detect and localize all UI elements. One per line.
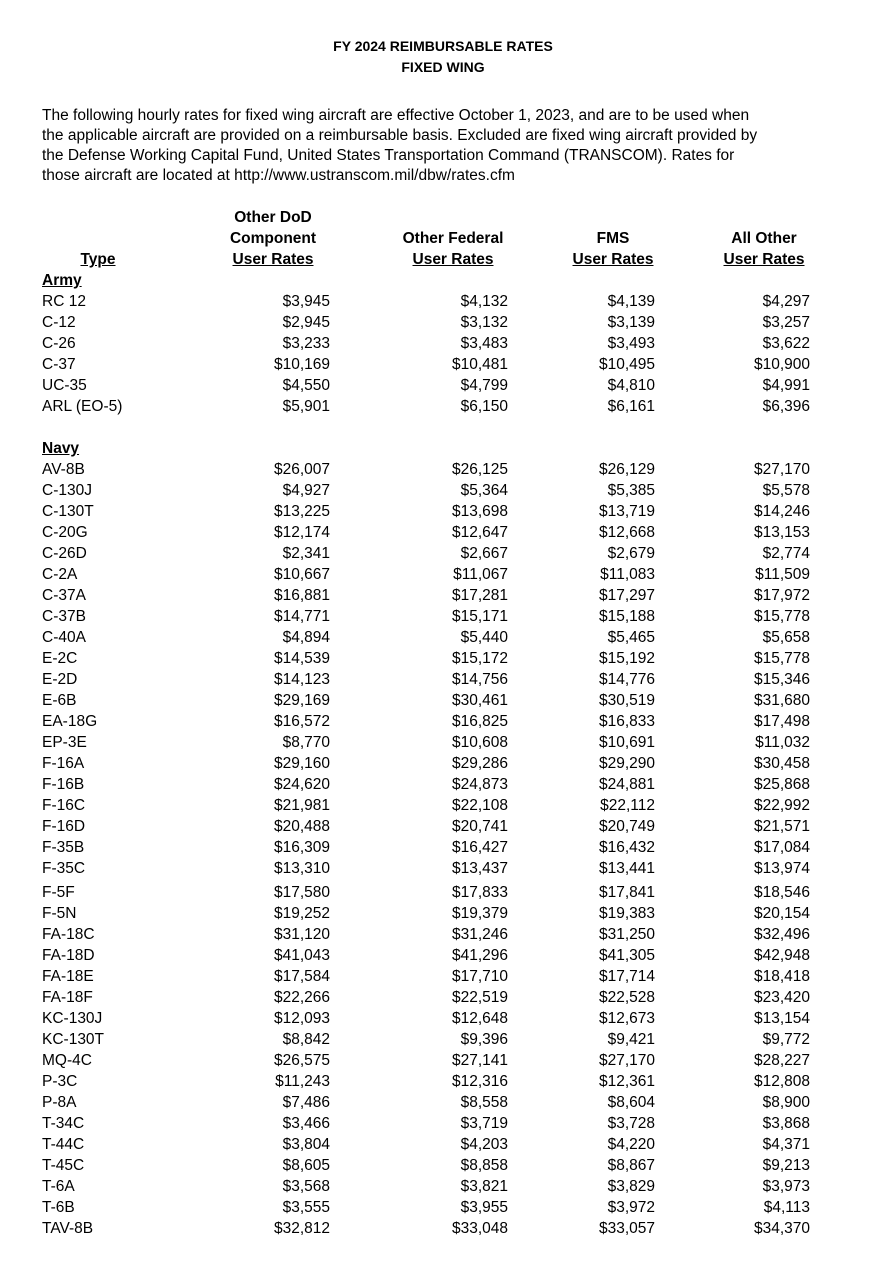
cell-fms-rate: $3,972 bbox=[607, 1199, 655, 1216]
cell-federal-rate: $26,125 bbox=[451, 461, 508, 478]
cell-federal-rate: $11,067 bbox=[453, 566, 508, 583]
cell-all-other-rate: $4,991 bbox=[762, 377, 810, 394]
cell-federal-rate: $16,825 bbox=[451, 713, 508, 730]
cell-fms-rate: $24,881 bbox=[598, 776, 655, 793]
intro-line: the applicable aircraft are provided on a reimbursable basis. Excluded are fixed wing aircraft provided by bbox=[42, 127, 758, 144]
cell-all-other-rate: $32,496 bbox=[753, 926, 810, 943]
cell-all-other-rate: $5,658 bbox=[762, 629, 810, 646]
cell-fms-rate: $12,668 bbox=[598, 524, 655, 541]
cell-dod-rate: $41,043 bbox=[273, 947, 330, 964]
cell-dod-rate: $3,466 bbox=[282, 1115, 330, 1132]
cell-all-other-rate: $14,246 bbox=[753, 503, 810, 520]
cell-all-other-rate: $8,900 bbox=[762, 1094, 810, 1111]
header-fms-line2: User Rates bbox=[572, 251, 654, 268]
table-row bbox=[0, 753, 886, 774]
cell-type: UC-35 bbox=[42, 377, 87, 394]
cell-federal-rate: $12,647 bbox=[451, 524, 508, 541]
section-label: Navy bbox=[42, 440, 80, 457]
cell-federal-rate: $13,437 bbox=[451, 860, 508, 877]
cell-all-other-rate: $13,974 bbox=[753, 860, 810, 877]
cell-dod-rate: $3,233 bbox=[282, 335, 330, 352]
header-dod-line1: Other DoD bbox=[234, 209, 312, 226]
cell-federal-rate: $4,799 bbox=[460, 377, 508, 394]
cell-fms-rate: $15,192 bbox=[598, 650, 655, 667]
cell-federal-rate: $4,203 bbox=[460, 1136, 508, 1153]
cell-federal-rate: $41,296 bbox=[451, 947, 508, 964]
cell-dod-rate: $3,945 bbox=[282, 293, 330, 310]
cell-fms-rate: $13,719 bbox=[598, 503, 655, 520]
cell-all-other-rate: $5,578 bbox=[762, 482, 810, 499]
cell-federal-rate: $5,364 bbox=[460, 482, 508, 499]
cell-all-other-rate: $34,370 bbox=[753, 1220, 810, 1237]
cell-federal-rate: $12,648 bbox=[451, 1010, 508, 1027]
table-row bbox=[0, 690, 886, 711]
cell-dod-rate: $4,894 bbox=[282, 629, 330, 646]
cell-federal-rate: $17,833 bbox=[451, 884, 508, 901]
column-header-federal bbox=[378, 228, 528, 270]
intro-line: those aircraft are located at http://www.ustranscom.mil/dbw/rates.cfm bbox=[42, 167, 515, 184]
table-row bbox=[0, 606, 886, 627]
table-row bbox=[0, 501, 886, 522]
cell-dod-rate: $26,007 bbox=[273, 461, 330, 478]
cell-type: F-16A bbox=[42, 755, 85, 772]
cell-all-other-rate: $4,113 bbox=[763, 1199, 810, 1216]
cell-federal-rate: $3,955 bbox=[460, 1199, 508, 1216]
cell-type: MQ-4C bbox=[42, 1052, 92, 1069]
cell-fms-rate: $14,776 bbox=[598, 671, 655, 688]
cell-dod-rate: $4,550 bbox=[282, 377, 330, 394]
cell-all-other-rate: $27,170 bbox=[753, 461, 810, 478]
table-row bbox=[0, 924, 886, 945]
cell-dod-rate: $14,771 bbox=[273, 608, 330, 625]
cell-type: TAV-8B bbox=[42, 1220, 94, 1237]
cell-federal-rate: $3,483 bbox=[460, 335, 508, 352]
cell-dod-rate: $7,486 bbox=[282, 1094, 330, 1111]
header-fed-line2: User Rates bbox=[412, 251, 494, 268]
cell-dod-rate: $21,981 bbox=[273, 797, 330, 814]
cell-type: T-6A bbox=[42, 1178, 75, 1195]
cell-fms-rate: $2,679 bbox=[607, 545, 655, 562]
cell-type: F-35B bbox=[42, 839, 85, 856]
cell-dod-rate: $3,804 bbox=[282, 1136, 330, 1153]
cell-dod-rate: $26,575 bbox=[273, 1052, 330, 1069]
cell-fms-rate: $27,170 bbox=[598, 1052, 655, 1069]
cell-all-other-rate: $18,418 bbox=[753, 968, 810, 985]
cell-type: T-45C bbox=[42, 1157, 85, 1174]
cell-type: C-37 bbox=[42, 356, 76, 373]
cell-dod-rate: $22,266 bbox=[273, 989, 330, 1006]
table-row bbox=[0, 816, 886, 837]
cell-fms-rate: $6,161 bbox=[607, 398, 655, 415]
cell-type: F-16B bbox=[42, 776, 85, 793]
cell-dod-rate: $32,812 bbox=[273, 1220, 330, 1237]
cell-dod-rate: $16,572 bbox=[273, 713, 330, 730]
cell-all-other-rate: $17,972 bbox=[753, 587, 810, 604]
cell-type: FA-18C bbox=[42, 926, 95, 943]
cell-all-other-rate: $15,346 bbox=[753, 671, 810, 688]
table-row bbox=[0, 987, 886, 1008]
cell-fms-rate: $10,495 bbox=[598, 356, 655, 373]
cell-all-other-rate: $4,297 bbox=[762, 293, 810, 310]
cell-dod-rate: $5,901 bbox=[282, 398, 330, 415]
cell-type: C-26 bbox=[42, 335, 76, 352]
cell-type: C-26D bbox=[42, 545, 87, 562]
table-row bbox=[0, 1176, 886, 1197]
cell-dod-rate: $29,169 bbox=[273, 692, 330, 709]
cell-dod-rate: $11,243 bbox=[275, 1073, 330, 1090]
table-row bbox=[0, 1050, 886, 1071]
cell-federal-rate: $10,608 bbox=[451, 734, 508, 751]
cell-federal-rate: $14,756 bbox=[451, 671, 508, 688]
cell-federal-rate: $22,108 bbox=[451, 797, 508, 814]
cell-type: C-130J bbox=[42, 482, 92, 499]
header-other-line2: User Rates bbox=[723, 251, 805, 268]
cell-type: E-2C bbox=[42, 650, 78, 667]
cell-dod-rate: $17,580 bbox=[273, 884, 330, 901]
cell-federal-rate: $4,132 bbox=[460, 293, 508, 310]
column-header-dod bbox=[200, 207, 346, 270]
table-row bbox=[0, 396, 886, 417]
cell-fms-rate: $31,250 bbox=[598, 926, 655, 943]
table-row bbox=[0, 585, 886, 606]
cell-type: E-2D bbox=[42, 671, 78, 688]
table-row bbox=[0, 522, 886, 543]
cell-fms-rate: $29,290 bbox=[598, 755, 655, 772]
cell-all-other-rate: $4,371 bbox=[762, 1136, 810, 1153]
table-row bbox=[0, 945, 886, 966]
cell-federal-rate: $17,281 bbox=[451, 587, 508, 604]
column-header-fms bbox=[548, 228, 678, 270]
cell-fms-rate: $3,829 bbox=[607, 1178, 655, 1195]
cell-fms-rate: $8,867 bbox=[607, 1157, 655, 1174]
cell-dod-rate: $16,881 bbox=[273, 587, 330, 604]
cell-all-other-rate: $11,032 bbox=[755, 734, 810, 751]
cell-dod-rate: $24,620 bbox=[273, 776, 330, 793]
cell-fms-rate: $5,385 bbox=[607, 482, 655, 499]
cell-fms-rate: $12,673 bbox=[598, 1010, 655, 1027]
cell-dod-rate: $8,842 bbox=[282, 1031, 330, 1048]
cell-fms-rate: $4,220 bbox=[607, 1136, 655, 1153]
cell-all-other-rate: $3,622 bbox=[762, 335, 810, 352]
cell-federal-rate: $29,286 bbox=[451, 755, 508, 772]
cell-federal-rate: $8,558 bbox=[460, 1094, 508, 1111]
cell-federal-rate: $30,461 bbox=[451, 692, 508, 709]
cell-fms-rate: $41,305 bbox=[598, 947, 655, 964]
table-row bbox=[0, 480, 886, 501]
cell-all-other-rate: $28,227 bbox=[753, 1052, 810, 1069]
cell-all-other-rate: $30,458 bbox=[753, 755, 810, 772]
header-fms-line1: FMS bbox=[596, 230, 630, 247]
section-label: Army bbox=[42, 272, 82, 289]
table-row bbox=[0, 1092, 886, 1113]
table-row bbox=[0, 1134, 886, 1155]
cell-dod-rate: $14,539 bbox=[273, 650, 330, 667]
cell-dod-rate: $3,555 bbox=[282, 1199, 330, 1216]
cell-all-other-rate: $10,900 bbox=[753, 356, 810, 373]
cell-federal-rate: $27,141 bbox=[451, 1052, 508, 1069]
cell-fms-rate: $3,139 bbox=[607, 314, 655, 331]
cell-fms-rate: $13,441 bbox=[598, 860, 655, 877]
cell-fms-rate: $17,841 bbox=[598, 884, 655, 901]
cell-federal-rate: $24,873 bbox=[451, 776, 508, 793]
cell-federal-rate: $3,719 bbox=[460, 1115, 508, 1132]
cell-fms-rate: $19,383 bbox=[598, 905, 655, 922]
cell-type: KC-130J bbox=[42, 1010, 103, 1027]
table-row bbox=[0, 1197, 886, 1218]
column-header-all-other bbox=[704, 228, 824, 270]
cell-dod-rate: $10,667 bbox=[273, 566, 330, 583]
cell-all-other-rate: $9,772 bbox=[762, 1031, 810, 1048]
table-row bbox=[0, 627, 886, 648]
cell-all-other-rate: $13,154 bbox=[753, 1010, 810, 1027]
cell-dod-rate: $14,123 bbox=[273, 671, 330, 688]
cell-type: C-130T bbox=[42, 503, 94, 520]
cell-all-other-rate: $13,153 bbox=[753, 524, 810, 541]
table-row bbox=[0, 795, 886, 816]
table-row bbox=[0, 774, 886, 795]
cell-all-other-rate: $22,992 bbox=[753, 797, 810, 814]
cell-all-other-rate: $3,973 bbox=[762, 1178, 810, 1195]
cell-type: EP-3E bbox=[42, 734, 87, 751]
cell-all-other-rate: $15,778 bbox=[753, 650, 810, 667]
cell-all-other-rate: $21,571 bbox=[753, 818, 810, 835]
cell-type: C-12 bbox=[42, 314, 76, 331]
header-dod-line3: User Rates bbox=[232, 251, 314, 268]
cell-type: F-16D bbox=[42, 818, 86, 835]
cell-fms-rate: $33,057 bbox=[598, 1220, 655, 1237]
cell-fms-rate: $16,432 bbox=[598, 839, 655, 856]
cell-fms-rate: $12,361 bbox=[598, 1073, 655, 1090]
cell-type: T-44C bbox=[42, 1136, 85, 1153]
cell-all-other-rate: $15,778 bbox=[753, 608, 810, 625]
column-header-type bbox=[40, 249, 156, 270]
header-fed-line1: Other Federal bbox=[402, 230, 504, 247]
cell-all-other-rate: $23,420 bbox=[753, 989, 810, 1006]
cell-fms-rate: $8,604 bbox=[607, 1094, 655, 1111]
header-type-label: Type bbox=[80, 251, 116, 268]
cell-federal-rate: $9,396 bbox=[460, 1031, 508, 1048]
table-row bbox=[0, 858, 886, 879]
cell-dod-rate: $16,309 bbox=[273, 839, 330, 856]
cell-dod-rate: $13,310 bbox=[273, 860, 330, 877]
cell-federal-rate: $31,246 bbox=[451, 926, 508, 943]
table-row bbox=[0, 732, 886, 753]
table-row bbox=[0, 312, 886, 333]
cell-all-other-rate: $42,948 bbox=[753, 947, 810, 964]
cell-dod-rate: $31,120 bbox=[273, 926, 330, 943]
cell-all-other-rate: $12,808 bbox=[753, 1073, 810, 1090]
cell-type: F-5N bbox=[42, 905, 77, 922]
cell-federal-rate: $8,858 bbox=[460, 1157, 508, 1174]
cell-fms-rate: $4,810 bbox=[607, 377, 655, 394]
cell-all-other-rate: $25,868 bbox=[753, 776, 810, 793]
cell-type: C-37B bbox=[42, 608, 86, 625]
cell-fms-rate: $5,465 bbox=[607, 629, 655, 646]
cell-type: AV-8B bbox=[42, 461, 85, 478]
cell-federal-rate: $12,316 bbox=[451, 1073, 508, 1090]
cell-federal-rate: $13,698 bbox=[451, 503, 508, 520]
header-dod-line2: Component bbox=[229, 230, 317, 247]
cell-type: F-35C bbox=[42, 860, 86, 877]
table-row bbox=[0, 1113, 886, 1134]
table-row bbox=[0, 1155, 886, 1176]
cell-type: EA-18G bbox=[42, 713, 98, 730]
cell-federal-rate: $2,667 bbox=[460, 545, 508, 562]
table-row bbox=[0, 966, 886, 987]
cell-type: KC-130T bbox=[42, 1031, 105, 1048]
cell-federal-rate: $33,048 bbox=[451, 1220, 508, 1237]
page-subtitle: FIXED WING bbox=[401, 59, 485, 75]
page-title: FY 2024 REIMBURSABLE RATES bbox=[333, 38, 553, 54]
cell-dod-rate: $3,568 bbox=[282, 1178, 330, 1195]
cell-type: C-20G bbox=[42, 524, 88, 541]
cell-type: P-8A bbox=[42, 1094, 77, 1111]
cell-type: C-40A bbox=[42, 629, 86, 646]
cell-type: T-6B bbox=[42, 1199, 75, 1216]
cell-federal-rate: $22,519 bbox=[451, 989, 508, 1006]
table-row bbox=[0, 903, 886, 924]
cell-all-other-rate: $6,396 bbox=[762, 398, 810, 415]
cell-fms-rate: $17,714 bbox=[598, 968, 655, 985]
cell-type: RC 12 bbox=[42, 293, 86, 310]
table-row bbox=[0, 648, 886, 669]
cell-type: C-37A bbox=[42, 587, 86, 604]
cell-dod-rate: $12,174 bbox=[273, 524, 330, 541]
cell-dod-rate: $13,225 bbox=[273, 503, 330, 520]
cell-federal-rate: $17,710 bbox=[451, 968, 508, 985]
table-row bbox=[0, 882, 886, 903]
cell-fms-rate: $3,728 bbox=[607, 1115, 655, 1132]
cell-all-other-rate: $18,546 bbox=[753, 884, 810, 901]
table-row bbox=[0, 837, 886, 858]
intro-line: the Defense Working Capital Fund, United States Transportation Command (TRANSCOM). Rates for bbox=[42, 147, 735, 164]
cell-federal-rate: $5,440 bbox=[460, 629, 508, 646]
cell-type: FA-18F bbox=[42, 989, 93, 1006]
cell-dod-rate: $2,945 bbox=[282, 314, 330, 331]
cell-type: F-16C bbox=[42, 797, 86, 814]
table-row bbox=[0, 333, 886, 354]
table-row bbox=[0, 543, 886, 564]
cell-fms-rate: $11,083 bbox=[600, 566, 655, 583]
cell-dod-rate: $19,252 bbox=[273, 905, 330, 922]
table-row bbox=[0, 354, 886, 375]
cell-fms-rate: $3,493 bbox=[607, 335, 655, 352]
cell-type: E-6B bbox=[42, 692, 77, 709]
table-row bbox=[0, 1029, 886, 1050]
cell-all-other-rate: $31,680 bbox=[753, 692, 810, 709]
cell-dod-rate: $29,160 bbox=[273, 755, 330, 772]
cell-fms-rate: $22,112 bbox=[600, 797, 655, 814]
cell-fms-rate: $10,691 bbox=[598, 734, 655, 751]
cell-all-other-rate: $17,084 bbox=[753, 839, 810, 856]
cell-fms-rate: $9,421 bbox=[607, 1031, 655, 1048]
cell-type: T-34C bbox=[42, 1115, 85, 1132]
cell-federal-rate: $19,379 bbox=[451, 905, 508, 922]
cell-all-other-rate: $11,509 bbox=[755, 566, 810, 583]
cell-fms-rate: $26,129 bbox=[598, 461, 655, 478]
intro-paragraph bbox=[42, 106, 842, 186]
cell-type: FA-18E bbox=[42, 968, 94, 985]
cell-fms-rate: $30,519 bbox=[598, 692, 655, 709]
cell-type: FA-18D bbox=[42, 947, 95, 964]
cell-dod-rate: $8,605 bbox=[282, 1157, 330, 1174]
cell-federal-rate: $20,741 bbox=[451, 818, 508, 835]
cell-all-other-rate: $17,498 bbox=[753, 713, 810, 730]
cell-type: C-2A bbox=[42, 566, 78, 583]
cell-federal-rate: $15,171 bbox=[451, 608, 508, 625]
cell-dod-rate: $20,488 bbox=[273, 818, 330, 835]
cell-fms-rate: $15,188 bbox=[598, 608, 655, 625]
table-row bbox=[0, 375, 886, 396]
cell-federal-rate: $3,132 bbox=[460, 314, 508, 331]
cell-type: P-3C bbox=[42, 1073, 78, 1090]
cell-all-other-rate: $2,774 bbox=[762, 545, 810, 562]
table-row bbox=[0, 1218, 886, 1239]
cell-federal-rate: $15,172 bbox=[451, 650, 508, 667]
cell-dod-rate: $2,341 bbox=[282, 545, 330, 562]
table-row bbox=[0, 291, 886, 312]
cell-all-other-rate: $9,213 bbox=[762, 1157, 810, 1174]
header-other-line1: All Other bbox=[731, 230, 797, 247]
cell-type: ARL (EO-5) bbox=[42, 398, 123, 415]
cell-fms-rate: $16,833 bbox=[598, 713, 655, 730]
cell-all-other-rate: $20,154 bbox=[753, 905, 810, 922]
cell-dod-rate: $4,927 bbox=[282, 482, 330, 499]
table-row bbox=[0, 1071, 886, 1092]
cell-federal-rate: $3,821 bbox=[460, 1178, 508, 1195]
cell-all-other-rate: $3,257 bbox=[762, 314, 810, 331]
cell-dod-rate: $17,584 bbox=[273, 968, 330, 985]
cell-fms-rate: $4,139 bbox=[607, 293, 655, 310]
table-row bbox=[0, 711, 886, 732]
cell-federal-rate: $6,150 bbox=[460, 398, 508, 415]
cell-type: F-5F bbox=[42, 884, 75, 901]
cell-dod-rate: $8,770 bbox=[282, 734, 330, 751]
intro-line: The following hourly rates for fixed wing aircraft are effective October 1, 2023, and are to be used when bbox=[42, 107, 750, 124]
cell-dod-rate: $12,093 bbox=[273, 1010, 330, 1027]
cell-federal-rate: $16,427 bbox=[451, 839, 508, 856]
cell-federal-rate: $10,481 bbox=[451, 356, 508, 373]
cell-fms-rate: $20,749 bbox=[598, 818, 655, 835]
table-row bbox=[0, 669, 886, 690]
cell-all-other-rate: $3,868 bbox=[762, 1115, 810, 1132]
table-row bbox=[0, 459, 886, 480]
cell-dod-rate: $10,169 bbox=[273, 356, 330, 373]
table-row bbox=[0, 1008, 886, 1029]
cell-fms-rate: $17,297 bbox=[598, 587, 655, 604]
cell-fms-rate: $22,528 bbox=[598, 989, 655, 1006]
table-row bbox=[0, 564, 886, 585]
